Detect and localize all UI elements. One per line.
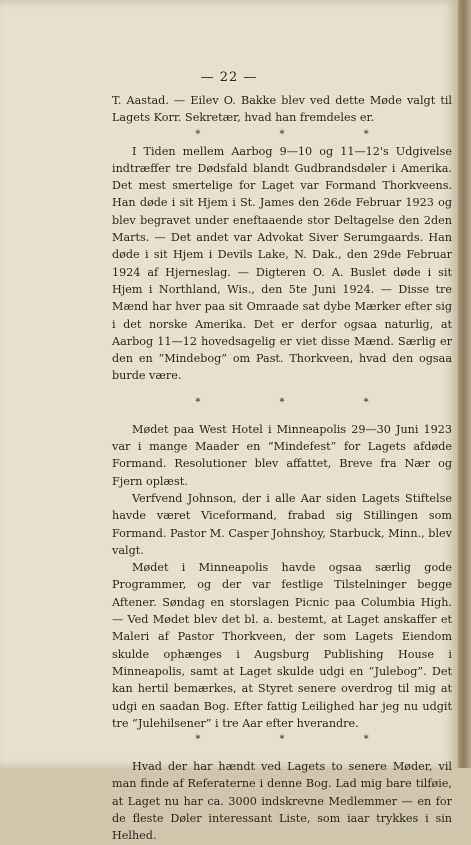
paragraph: Hvad der har hændt ved Lagets to senere Møder, vil man finde af Referaterne i denne Bog. Lad mig bare tilføie, at Laget nu har ca. 3000 indskrevne Medlemmer — en for de fleste Døler interessant Liste, som iaar trykkes i sin Helhed. (112, 760, 452, 843)
page-edge (458, 0, 471, 768)
paragraph: I Tiden mellem Aarbog 9—10 og 11—12's Udgivelse indtræffer tre Dødsfald blandt Gudbrandsdøler i Amerika. Det mest smertelige for Laget var Formand Thorkveens. Han døde i sit Hjem i St. James den 26de Februar 1923 og blev begravet under eneftaaende stor Deltagelse den 2den Marts. — Det andet var Advokat Siver Serumgaards. Han døde i sit Hjem i Devils Lake, N. Dak., den 29de Februar 1924 af Hjerneslag. — Digteren O. A. Buslet døde i sit Hjem i Northland, Wis., den 5te Juni 1924. — Disse tre Mænd har hver paa sit Omraade sat dybe Mærker efter sig i det norske Amerika. Det er derfor ogsaa naturlig, at Aarbog 11—12 hovedsagelig er viet disse Mænd. Særlig er den en “Mindebog” om Past. Thorkveen, hvad den ogsaa burde være. (112, 144, 452, 383)
page-number: — 22 — (200, 70, 258, 85)
paragraph: T. Aastad. — Eilev O. Bakke blev ved dette Møde valgt til Lagets Korr. Sekretær, hvad han fremdeles er. (112, 94, 452, 125)
section-separator: * * * (195, 396, 407, 408)
paragraph: Verfvend Johnson, der i alle Aar siden Lagets Stiftelse havde været Viceformand, frabad sig Stillingen som Formand. Pastor M. Casper Johnshoy, Starbuck, Minn., blev valgt. (112, 491, 452, 557)
body-text (112, 92, 452, 845)
section-separator: * * * (195, 128, 407, 140)
section-separator: * * * (195, 734, 407, 746)
paragraph: Mødet paa West Hotel i Minneapolis 29—30 Juni 1923 var i mange Maader en “Mindefest” for Lagets afdøde Formand. Resolutioner blev affattet, Breve fra Nær og Fjern oplæst. (112, 422, 452, 488)
paragraph: Mødet i Minneapolis havde ogsaa særlig gode Programmer, og der var festlige Tilstelninger begge Aftener. Søndag en storslagen Picnic paa Columbia High. — Ved Mødet blev det bl. a. bestemt, at Laget anskaffer et Maleri af Pastor Thorkveen, der som Lagets Eiendom skulde ophænges i Augsburg Publishing House i Minneapolis, samt at Laget skulde udgi en “Julebog”. Det kan hertil bemærkes, at Styret senere overdrog til mig at udgi en saadan Bog. Efter fattig Leilighed har jeg nu udgit tre “Julehilsener” i tre Aar efter hverandre. (112, 561, 452, 730)
